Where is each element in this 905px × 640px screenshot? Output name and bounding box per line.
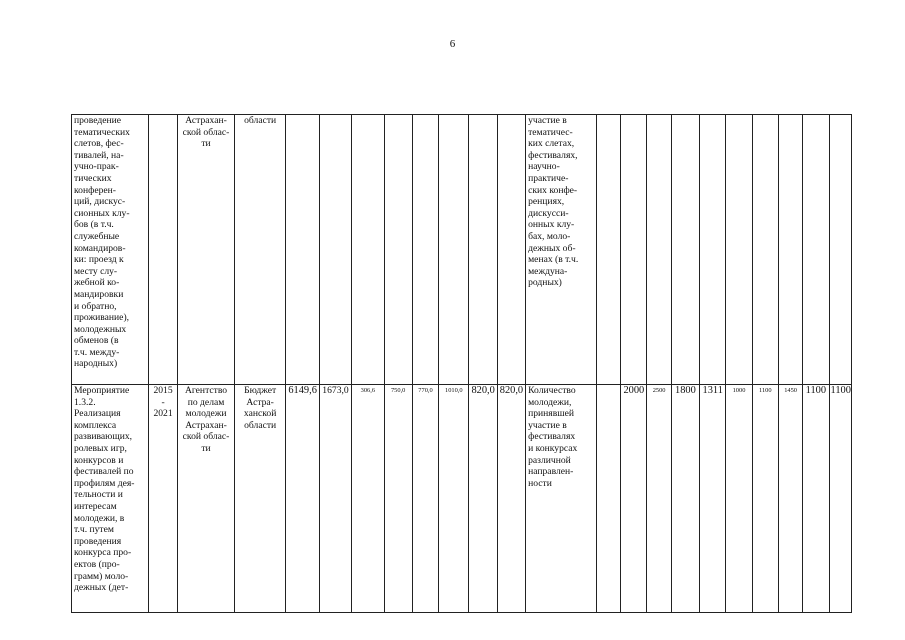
indicator-cell: участие в тематичес- ких слетах, фестивалях, научно- практиче- ских конфе- ренциях, дискусси- онных клу- бах, моло- дежных об- менах (в т.ч. междуна- родных) [526,115,597,385]
program-table [71,114,852,613]
target-cell: 2000 [621,385,647,613]
amount-cell: 820,0 [497,385,525,613]
target-cell [778,115,802,385]
amount-cell: 820,0 [469,385,497,613]
target-cell: 1311 [700,385,726,613]
amount-cell: 1010,0 [439,385,469,613]
amount-cell: 306,6 [352,385,384,613]
amount-cell [469,115,497,385]
target-cell [596,115,620,385]
table-row [72,385,852,613]
funding-source-cell: области [234,115,286,385]
years-cell [148,115,177,385]
target-cell: 1000 [726,385,752,613]
target-cell: 1450 [778,385,802,613]
amount-total-cell: 6149,6 [286,385,319,613]
event-description-cell: Мероприятие 1.3.2. Реализация комплекса развивающих, ролевых игр, конкурсов и фестивалей по профилям дея- тельности и интересам молодежи, в т.ч. путем проведения конкурса про- ектов (про- грамм) моло- дежных (дет- [72,385,149,613]
target-cell [752,115,778,385]
table-row [72,115,852,385]
target-cell [671,115,699,385]
amount-cell [412,115,438,385]
target-cell: 1100 [829,385,851,613]
event-description-cell: проведение тематических слетов, фес- тивалей, на- учно-прак- тических конферен- ций, дискус- сионных клу- бов (в т.ч. служебные командиров- ки: проезд к месту слу- жебной ко- мандировки и обратно, проживание), молодежных обменов (в т.ч. между- народных) [72,115,149,385]
indicator-cell: Количество молодежи, принявшей участие в фестивалях и конкурсах различной направлен- ности [526,385,597,613]
years-cell: 2015 - 2021 [148,385,177,613]
target-cell [596,385,620,613]
target-cell [803,115,829,385]
page-number: 6 [449,38,456,50]
amount-cell [439,115,469,385]
amount-cell: 750,0 [384,385,412,613]
executor-cell: Агентство по делам молодежи Астрахан- ской облас- ти [178,385,235,613]
target-cell [829,115,851,385]
amount-cell [497,115,525,385]
target-cell [700,115,726,385]
target-cell: 1800 [671,385,699,613]
amount-cell: 1673,0 [319,385,351,613]
target-cell [621,115,647,385]
amount-total-cell [286,115,319,385]
amount-cell [319,115,351,385]
target-cell: 1100 [803,385,829,613]
target-cell [726,115,752,385]
amount-cell [352,115,384,385]
funding-source-cell: Бюджет Астра- ханской области [234,385,286,613]
executor-cell: Астрахан- ской облас- ти [178,115,235,385]
target-cell: 1100 [752,385,778,613]
target-cell: 2500 [647,385,671,613]
amount-cell [384,115,412,385]
target-cell [647,115,671,385]
amount-cell: 770,0 [412,385,438,613]
